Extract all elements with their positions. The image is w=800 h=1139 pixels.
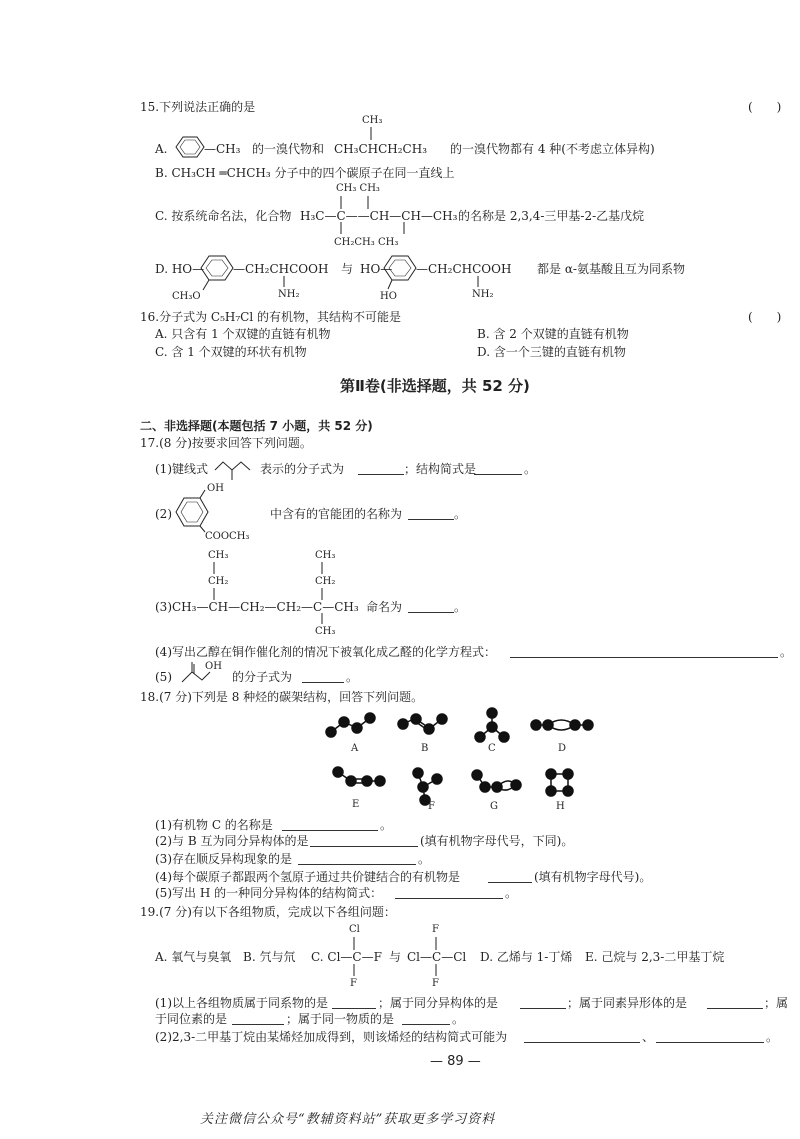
q15-c-main: H₃C—C——CH—CH—CH₃ (300, 209, 458, 223)
q15-c-top: CH₃ CH₃ (336, 183, 380, 194)
q19-p2-sep: 、 (642, 1030, 655, 1044)
q16-option-a: A. 只含有 1 个双键的直链有机物 (155, 327, 331, 341)
q19-p2-end: 。 (766, 1030, 779, 1044)
q17-p5-a: (5) (155, 670, 172, 684)
q19-p1-e: 于同位素的是 (155, 1012, 228, 1026)
q17-p2-c: 。 (454, 507, 467, 521)
skeleton-label-h: H (556, 801, 565, 812)
q18-p3-end: 。 (418, 852, 431, 866)
q15-d-nh2-2: NH₂ (472, 289, 494, 300)
skeleton-label-g: G (490, 801, 498, 812)
q18-stem: 18.(7 分)下列是 8 种烃的碳架结构，回答下列问题。 (140, 690, 424, 704)
skeleton-label-d: D (558, 743, 567, 754)
q17-p2-a: (2) (155, 507, 172, 521)
q17-stem: 17.(8 分)按要求回答下列问题。 (140, 436, 312, 450)
q18-p2: (2)与 B 互为同分异构体的是 (155, 834, 309, 848)
q19-stem: 19.(7 分)有以下各组物质，完成以下各组问题： (140, 905, 396, 919)
q17-p3-ch2-right: CH₂ (315, 576, 336, 587)
q15-c-tail: 的名称是 2,3,4-三甲基-2-乙基戊烷 (458, 209, 645, 223)
q19-p1-d: ；属 (764, 996, 789, 1010)
q16-option-c: C. 含 1 个双键的环状有机物 (155, 345, 307, 359)
page-number: — 89 — (430, 1054, 481, 1069)
q19-option-a: A. 氧气与臭氧 (155, 950, 232, 964)
q15-d-with: 与 (341, 262, 354, 276)
q17-p3-ch3-bottom: CH₃ (315, 626, 336, 637)
footer-note: 关注微信公众号“教辅资料站”获取更多学习资料 (200, 1112, 496, 1127)
q19-c2-f-bottom: F (432, 978, 439, 989)
answer-blank[interactable] (520, 997, 566, 1009)
q15-d-ho2: HO (380, 291, 397, 302)
q17-p2-b: 中含有的官能团的名称为 (270, 507, 403, 521)
q18-p2-end: (填有机物字母代号，下同)。 (420, 834, 574, 848)
q16-answer-paren: ( ) (748, 310, 782, 324)
q18-p5: (5)写出 H 的一种同分异构体的结构简式： (155, 886, 383, 900)
q17-p3-ch2-left: CH₂ (208, 576, 229, 587)
q16-option-b: B. 含 2 个双键的直链有机物 (477, 327, 629, 341)
q17-p1-c: ；结构简式是 (404, 462, 477, 476)
q19-option-d: D. 乙烯与 1-丁烯 (480, 950, 573, 964)
q18-p5-end: 。 (505, 886, 518, 900)
q18-p3: (3)存在顺反异构现象的是 (155, 852, 292, 866)
skeleton-label-f: F (428, 801, 435, 812)
q17-p2-oh: OH (207, 483, 224, 494)
q15-a-chain: CH₃CHCH₂CH₃ (334, 142, 428, 156)
q19-c1-cl-top: Cl (349, 924, 360, 935)
q17-p4: (4)写出乙醇在铜作催化剂的情况下被氧化成乙醛的化学方程式： (155, 645, 497, 659)
q15-d-nh2-1: NH₂ (278, 289, 300, 300)
q17-p1-b: 表示的分子式为 (260, 462, 345, 476)
q17-p5-b: 的分子式为 (232, 670, 293, 684)
q19-c1-f-bottom: F (350, 978, 357, 989)
q15-a-prefix: A. (155, 142, 168, 156)
q18-p1: (1)有机物 C 的名称是 (155, 818, 273, 832)
q19-option-c1: C. Cl—C—F (311, 950, 382, 964)
q15-d-chain2: —CH₂CHCOOH (416, 262, 512, 276)
q15-c-bottom: CH₂CH₃ CH₃ (334, 237, 399, 248)
answer-blank[interactable] (524, 1031, 640, 1043)
q19-p1-g: 。 (452, 1012, 465, 1026)
q16-stem: 16.分子式为 C₅H₇Cl 的有机物，其结构不可能是 (140, 310, 402, 324)
q17-p4-end: 。 (780, 645, 793, 659)
q15-a-branch-ch3: CH₃ (362, 115, 383, 126)
q19-option-c-with: 与 (389, 950, 402, 964)
q18-p4-end: (填有机物字母代号)。 (534, 870, 652, 884)
skeleton-label-a: A (351, 743, 359, 754)
q19-p1-a: (1)以上各组物质属于同系物的是 (155, 996, 328, 1010)
q19-p1-c: ；属于同素异形体的是 (567, 996, 688, 1010)
q15-a-ch3: —CH₃ (204, 142, 241, 156)
q15-d-och3: CH₃O (172, 291, 201, 302)
skeleton-label-e: E (352, 799, 360, 810)
q19-option-b: B. 氕与氘 (243, 950, 296, 964)
section-heading: 二、非选择题(本题包括 7 小题，共 52 分) (140, 419, 373, 433)
q17-p5-c: 。 (346, 670, 359, 684)
q15-a-tail: 的一溴代物都有 4 种(不考虑立体异构) (450, 142, 655, 156)
skeleton-label-b: B (421, 743, 429, 754)
q15-b: B. CH₃CH ═CHCH₃ 分子中的四个碳原子在同一直线上 (155, 166, 455, 180)
q19-option-c2: Cl—C—Cl (407, 950, 467, 964)
q19-c2-f-top: F (432, 924, 439, 935)
q15-a-mid: 的一溴代物和 (252, 142, 325, 156)
q18-p1-end: 。 (380, 818, 393, 832)
q17-p3-ch3-left: CH₃ (208, 550, 229, 561)
q16-option-d: D. 含一个三键的直链有机物 (477, 345, 626, 359)
q15-d-ho: HO— (360, 262, 393, 276)
q19-p1-b: ；属于同分异构体的是 (378, 996, 499, 1010)
q17-p3-name: 命名为 (366, 600, 403, 614)
q17-p3-ch3-right: CH₃ (315, 550, 336, 561)
q17-p1-d: 。 (524, 462, 537, 476)
q15-c-prefix: C. 按系统命名法，化合物 (155, 209, 292, 223)
q15-answer-paren: ( ) (748, 100, 782, 114)
answer-blank[interactable] (402, 1013, 450, 1025)
q17-p3-main: (3)CH₃—CH—CH₂—CH₂—C—CH₃ (155, 600, 359, 614)
q15-d-chain1: —CH₂CHCOOH (233, 262, 329, 276)
answer-blank[interactable] (656, 1031, 764, 1043)
q15-stem: 15.下列说法正确的是 (140, 100, 256, 114)
q17-p1-a: (1)键线式 (155, 462, 208, 476)
q15-d-tail: 都是 α-氨基酸且互为同系物 (537, 262, 685, 276)
q17-p2-cooch3: COOCH₃ (205, 531, 250, 542)
q19-option-e: E. 己烷与 2,3-二甲基丁烷 (585, 950, 725, 964)
answer-blank[interactable] (232, 1013, 284, 1025)
q17-p3-end: 。 (454, 600, 467, 614)
q19-p1-f: ；属于同一物质的是 (286, 1012, 395, 1026)
q15-d-prefix: D. HO— (155, 262, 205, 276)
answer-blank[interactable] (332, 997, 376, 1009)
part2-title: 第Ⅱ卷(非选择题，共 52 分) (340, 377, 530, 395)
skeleton-label-c: C (488, 743, 496, 754)
q18-p4: (4)每个碳原子都跟两个氢原子通过共价键结合的有机物是 (155, 870, 461, 884)
q19-p2: (2)2,3-二甲基丁烷由某烯烃加成得到，则该烯烃的结构简式可能为 (155, 1030, 508, 1044)
q17-p5-oh: OH (205, 661, 222, 672)
answer-blank[interactable] (707, 997, 763, 1009)
